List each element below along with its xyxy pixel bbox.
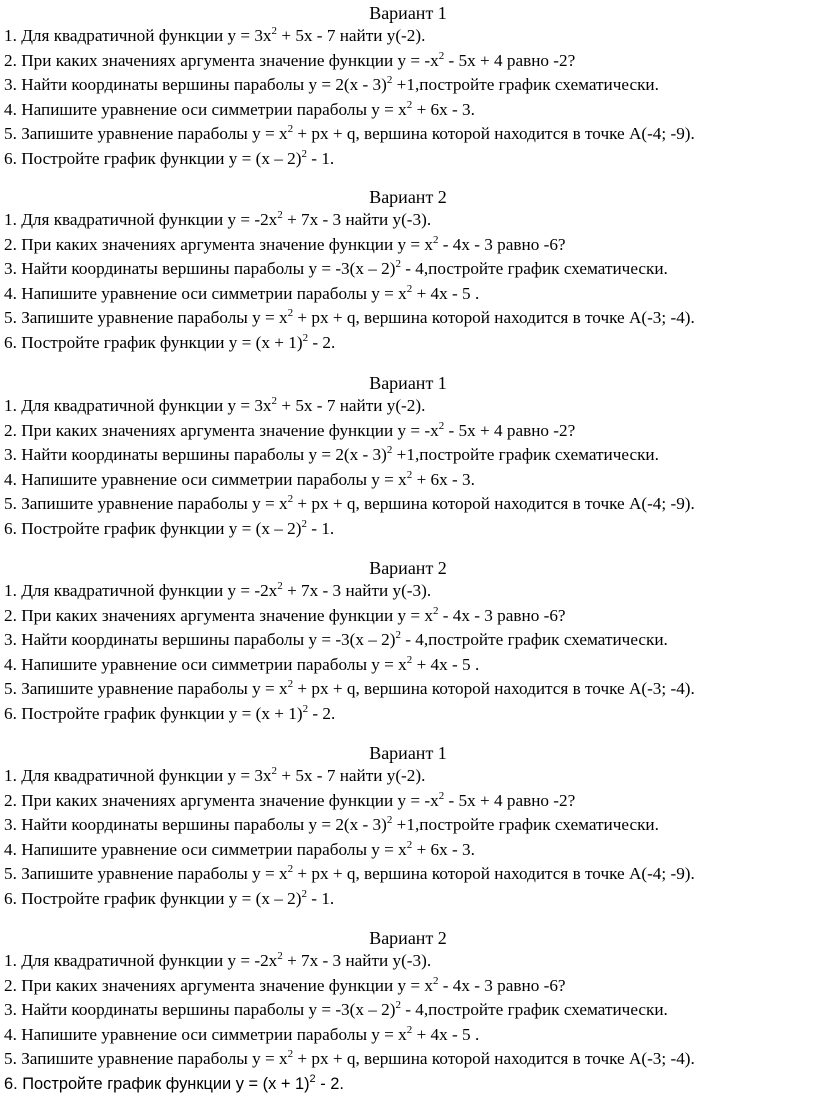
task-line xyxy=(0,49,816,74)
task-text-tail: + px + q, вершина которой находится в точке A(-4; -9). xyxy=(293,124,695,144)
task-line xyxy=(0,838,816,863)
task-line xyxy=(0,208,816,233)
task-text-tail: +1,постройте график схематически. xyxy=(392,75,659,95)
task-text-tail: + px + q, вершина которой находится в точке A(-3; -4). xyxy=(293,1049,695,1069)
task-line xyxy=(0,233,816,258)
exponent: 2 xyxy=(277,950,283,962)
task-text: 5. Запишите уравнение параболы y = x xyxy=(4,864,288,884)
task-line xyxy=(0,628,816,653)
exponent: 2 xyxy=(309,1072,316,1085)
exponent: 2 xyxy=(432,974,439,987)
exponent: 2 xyxy=(287,493,294,506)
task-line xyxy=(0,789,816,814)
task-text-tail: - 2. xyxy=(308,332,336,352)
task-text-tail: + px + q, вершина которой находится в точке A(-3; -4). xyxy=(293,679,695,699)
task-text: 4. Напишите уравнение оси симметрии параболы y = x xyxy=(4,99,407,119)
task-text-tail: - 2. xyxy=(315,1074,344,1093)
task-line xyxy=(0,653,816,678)
exponent: 2 xyxy=(386,814,393,827)
variant-title: Вариант 1 xyxy=(369,3,447,23)
task-text-tail: +1,постройте график схематически. xyxy=(392,445,659,465)
exponent: 2 xyxy=(406,98,413,111)
exponent: 2 xyxy=(438,419,445,432)
exponent: 2 xyxy=(406,468,413,481)
exponent: 2 xyxy=(395,258,401,271)
task-text-tail: + 4x - 5 . xyxy=(412,654,480,674)
task-line xyxy=(0,887,816,912)
task-text-tail: - 5x + 4 равно -2? xyxy=(444,50,576,70)
task-line xyxy=(0,604,816,629)
exponent: 2 xyxy=(438,49,445,62)
task-text: 6. Постройте график функции y = (x – 2) xyxy=(4,518,302,538)
variant-block xyxy=(0,927,816,1097)
task-text-tail: - 2. xyxy=(308,703,336,723)
task-line xyxy=(0,974,816,999)
variant-block xyxy=(0,2,816,172)
exponent: 2 xyxy=(277,580,283,592)
task-line xyxy=(0,998,816,1023)
task-line xyxy=(0,1072,816,1097)
exponent: 2 xyxy=(302,331,309,344)
task-text-tail: + 4x - 5 . xyxy=(412,1024,480,1044)
task-text-tail: - 4x - 3 равно -6? xyxy=(438,234,566,254)
task-text: 6. Постройте график функции y = (x – 2) xyxy=(4,148,302,168)
task-line xyxy=(0,579,816,604)
task-text: 5. Запишите уравнение параболы y = x xyxy=(4,308,288,328)
task-text: 3. Найти координаты вершины параболы y = -3(x – 2) xyxy=(4,630,396,650)
exponent: 2 xyxy=(432,233,439,246)
task-text-tail: + 6x - 3. xyxy=(412,839,475,859)
exponent: 2 xyxy=(438,789,445,802)
task-line xyxy=(0,813,816,838)
task-text-tail: - 4,постройте график схематически. xyxy=(400,630,668,650)
task-text-tail: +1,постройте график схематически. xyxy=(392,815,659,835)
task-line xyxy=(0,257,816,282)
task-line xyxy=(0,73,816,98)
task-text-tail: + 5x - 7 найти y(-2). xyxy=(277,396,426,415)
task-text: 1. Для квадратичной функции y = 3x xyxy=(4,766,272,785)
task-text: 2. При каких значениях аргумента значение функции y = -x xyxy=(4,790,439,810)
task-line xyxy=(0,122,816,147)
task-text: 1. Для квадратичной функции y = -2x xyxy=(4,210,278,229)
task-text: 5. Запишите уравнение параболы y = x xyxy=(4,124,288,144)
task-line xyxy=(0,949,816,974)
task-line xyxy=(0,862,816,887)
task-text-tail: - 1. xyxy=(307,888,335,908)
task-text-tail: + px + q, вершина которой находится в точке A(-4; -9). xyxy=(293,864,695,884)
task-text: 2. При каких значениях аргумента значение функции y = x xyxy=(4,605,433,625)
exponent: 2 xyxy=(301,147,307,160)
task-line xyxy=(0,331,816,356)
exponent: 2 xyxy=(386,74,393,87)
task-text: 4. Напишите уравнение оси симметрии параболы y = x xyxy=(4,283,407,303)
exponent: 2 xyxy=(406,282,413,295)
task-text-tail: + 6x - 3. xyxy=(412,469,475,489)
task-text: 5. Запишите уравнение параболы y = x xyxy=(4,494,288,514)
task-text: 1. Для квадратичной функции y = -2x xyxy=(4,581,278,600)
exponent: 2 xyxy=(386,444,393,457)
exponent: 2 xyxy=(406,653,413,666)
task-text-tail: + 7x - 3 найти y(-3). xyxy=(282,951,432,970)
task-line xyxy=(0,24,816,49)
task-text-tail: - 1. xyxy=(307,518,335,538)
task-line xyxy=(0,394,816,419)
task-line xyxy=(0,443,816,468)
task-text: 1. Для квадратичной функции y = 3x xyxy=(4,26,272,45)
task-text: 1. Для квадратичной функции y = -2x xyxy=(4,951,278,970)
task-text: 6. Постройте график функции y = (x – 2) xyxy=(4,888,302,908)
task-line xyxy=(0,702,816,727)
task-text: 4. Напишите уравнение оси симметрии параболы y = x xyxy=(4,839,407,859)
task-line xyxy=(0,764,816,789)
exponent: 2 xyxy=(271,395,278,407)
exponent: 2 xyxy=(302,702,309,715)
task-text: 6. Постройте график функции y = (x + 1) xyxy=(4,1074,310,1093)
task-text-tail: + 4x - 5 . xyxy=(412,283,480,303)
exponent: 2 xyxy=(287,123,294,136)
task-text: 5. Запишите уравнение параболы y = x xyxy=(4,679,288,699)
variant-block xyxy=(0,557,816,727)
task-line xyxy=(0,517,816,542)
task-line xyxy=(0,147,816,172)
task-line xyxy=(0,468,816,493)
task-text-tail: - 1. xyxy=(307,148,335,168)
variant-block xyxy=(0,742,816,912)
task-text-tail: - 4,постройте график схематически. xyxy=(400,1000,668,1020)
exponent: 2 xyxy=(287,307,294,320)
variant-title: Вариант 2 xyxy=(369,928,447,948)
task-text: 3. Найти координаты вершины параболы y = 2(x - 3) xyxy=(4,445,387,465)
variant-title: Вариант 1 xyxy=(369,743,447,763)
task-line xyxy=(0,492,816,517)
exponent: 2 xyxy=(406,1023,413,1036)
exponent: 2 xyxy=(271,765,278,777)
task-text-tail: - 5x + 4 равно -2? xyxy=(444,420,576,440)
exponent: 2 xyxy=(395,629,401,642)
task-text-tail: + 5x - 7 найти y(-2). xyxy=(277,26,426,45)
task-text: 4. Напишите уравнение оси симметрии параболы y = x xyxy=(4,1024,407,1044)
exponent: 2 xyxy=(277,209,283,221)
task-text: 3. Найти координаты вершины параболы y = 2(x - 3) xyxy=(4,75,387,95)
exponent: 2 xyxy=(287,678,294,691)
task-text-tail: - 4x - 3 равно -6? xyxy=(438,605,566,625)
variant-title: Вариант 2 xyxy=(369,558,447,578)
task-text: 2. При каких значениях аргумента значение функции y = -x xyxy=(4,50,439,70)
task-line xyxy=(0,282,816,307)
task-line xyxy=(0,1023,816,1048)
task-text: 4. Напишите уравнение оси симметрии параболы y = x xyxy=(4,469,407,489)
task-text: 2. При каких значениях аргумента значение функции y = x xyxy=(4,975,433,995)
exponent: 2 xyxy=(287,1048,294,1061)
task-line xyxy=(0,306,816,331)
exponent: 2 xyxy=(395,999,401,1012)
task-text: 1. Для квадратичной функции y = 3x xyxy=(4,396,272,415)
task-text-tail: + 7x - 3 найти y(-3). xyxy=(282,210,432,229)
task-line xyxy=(0,98,816,123)
exponent: 2 xyxy=(287,863,294,876)
exponent: 2 xyxy=(271,25,278,37)
variant-title: Вариант 1 xyxy=(369,373,447,393)
variant-block xyxy=(0,186,816,356)
task-text: 4. Напишите уравнение оси симметрии параболы y = x xyxy=(4,654,407,674)
task-text: 3. Найти координаты вершины параболы y = 2(x - 3) xyxy=(4,815,387,835)
task-text-tail: + px + q, вершина которой находится в точке A(-4; -9). xyxy=(293,494,695,514)
task-text-tail: + 5x - 7 найти y(-2). xyxy=(277,766,426,785)
task-text: 2. При каких значениях аргумента значение функции y = -x xyxy=(4,420,439,440)
variant-title: Вариант 2 xyxy=(369,187,447,207)
task-text-tail: - 4x - 3 равно -6? xyxy=(438,975,566,995)
task-line xyxy=(0,419,816,444)
task-text: 6. Постройте график функции y = (x + 1) xyxy=(4,703,303,723)
exponent: 2 xyxy=(432,604,439,617)
task-text-tail: - 5x + 4 равно -2? xyxy=(444,790,576,810)
task-text-tail: - 4,постройте график схематически. xyxy=(400,259,668,279)
task-text-tail: + 6x - 3. xyxy=(412,99,475,119)
task-text: 6. Постройте график функции y = (x + 1) xyxy=(4,332,303,352)
task-text-tail: + 7x - 3 найти y(-3). xyxy=(282,581,432,600)
task-text: 3. Найти координаты вершины параболы y = -3(x – 2) xyxy=(4,259,396,279)
task-line xyxy=(0,677,816,702)
task-text: 2. При каких значениях аргумента значение функции y = x xyxy=(4,234,433,254)
exponent: 2 xyxy=(301,887,307,900)
task-text: 5. Запишите уравнение параболы y = x xyxy=(4,1049,288,1069)
exponent: 2 xyxy=(301,517,307,530)
task-text-tail: + px + q, вершина которой находится в точке A(-3; -4). xyxy=(293,308,695,328)
task-text: 3. Найти координаты вершины параболы y = -3(x – 2) xyxy=(4,1000,396,1020)
exponent: 2 xyxy=(406,838,413,851)
variant-block xyxy=(0,372,816,542)
task-line xyxy=(0,1047,816,1072)
